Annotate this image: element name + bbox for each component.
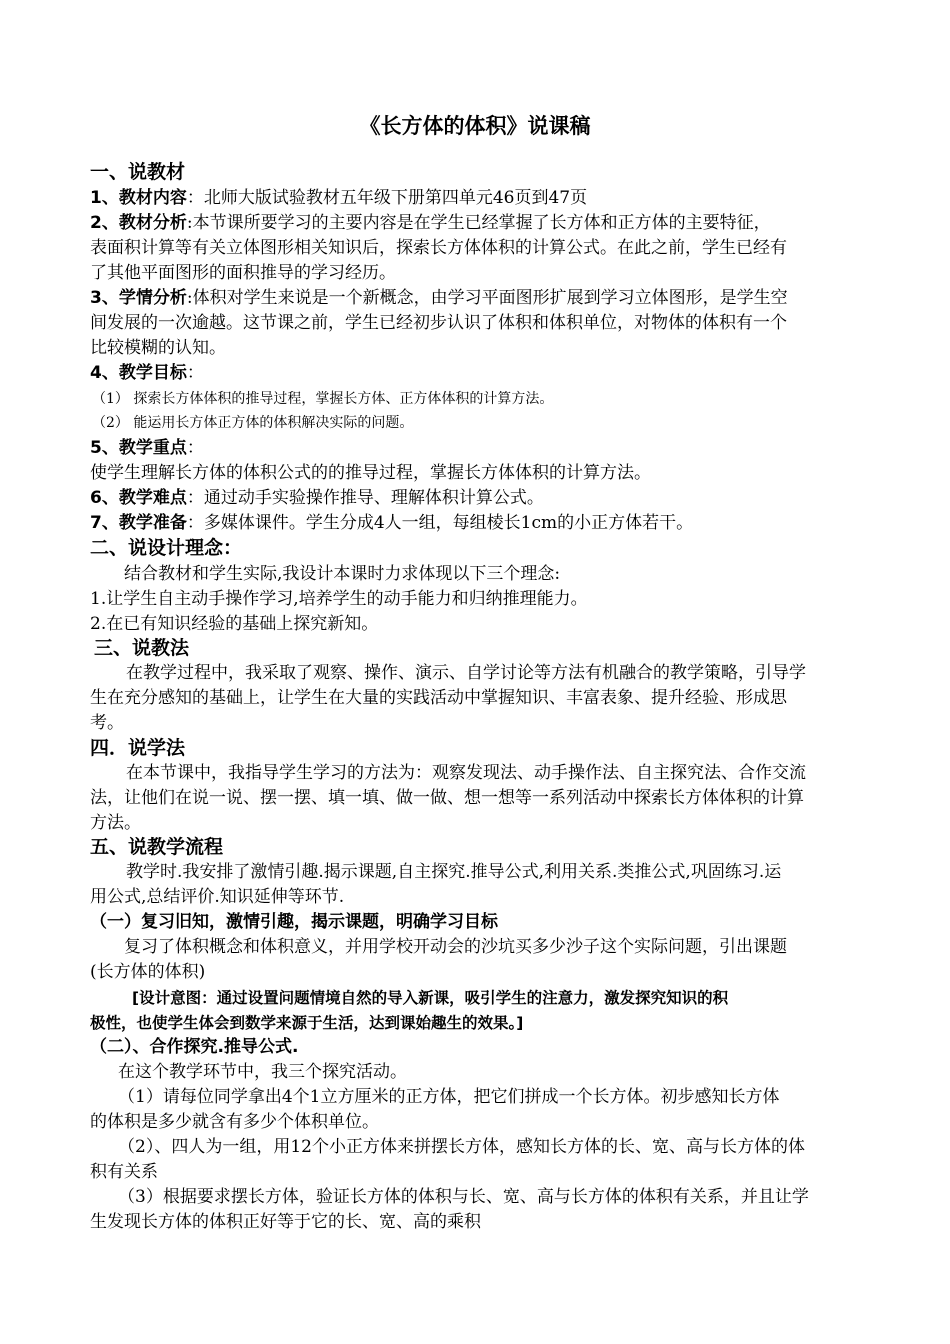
item-3-label: 3、学情分析 — [90, 288, 187, 308]
activity-3-line-1: （3）根据要求摆长方体，验证长方体的体积与长、宽、高与长方体的体积有关系，并且让学 — [118, 1187, 809, 1207]
part-1-line-2: (长方体的体积) — [90, 962, 206, 982]
document-title: 《长方体的体积》说课稿 — [359, 114, 591, 138]
part-1-heading: （一）复习旧知，激情引趣，揭示课题，明确学习目标 — [90, 912, 498, 932]
item-3-line-1 — [90, 286, 788, 310]
item-1-label: 1、教材内容 — [90, 188, 187, 208]
item-6-label: 6、教学难点 — [90, 488, 187, 508]
item-2-text: :本节课所要学习的主要内容是在学生已经掌握了长方体和正方体的主要特征， — [186, 213, 771, 233]
item-5-text: 使学生理解长方体的体积公式的的推导过程，掌握长方体体积的计算方法。 — [90, 463, 651, 483]
item-2-label: 2、教材分析 — [90, 213, 187, 233]
item-7-line — [90, 511, 693, 535]
section-2-line-1: 结合教材和学生实际,我设计本课时力求体现以下三个理念: — [124, 564, 561, 584]
section-4-line-3: 方法。 — [90, 813, 141, 833]
item-2-line-2: 表面积计算等有关立体图形相关知识后，探索长方体体积的计算公式。在此之前，学生已经有 — [90, 238, 787, 258]
item-2-line-1 — [90, 211, 771, 235]
item-4-line — [90, 361, 204, 385]
section-4-heading: 四．说学法 — [90, 737, 186, 759]
item-5-line — [90, 436, 204, 460]
item-3-text: :体积对学生来说是一个新概念，由学习平面图形扩展到学习立体图形，是学生空 — [186, 288, 788, 308]
activity-2-line-1: （2）、四人为一组，用12个小正方体来拼摆长方体，感知长方体的长、宽、高与长方体的体 — [118, 1137, 805, 1157]
section-4-line-1: 在本节课中，我指导学生学习的方法为：观察发现法、动手操作法、自主探究法、合作交流 — [126, 763, 806, 783]
item-1-text: ：北师大版试验教材五年级下册第四单元46页到47页 — [186, 188, 588, 208]
section-3-line-2: 生在充分感知的基础上，让学生在大量的实践活动中掌握知识、丰富表象、提升经验、形成思 — [90, 688, 787, 708]
part-2-heading: （二）、合作探究.推导公式. — [90, 1037, 299, 1057]
item-5-label: 5、教学重点 — [90, 438, 187, 458]
part-1-line-1: 复习了体积概念和体积意义，并用学校开动会的沙坑买多少沙子这个实际问题，引出课题 — [124, 937, 787, 957]
section-2-heading: 二、说设计理念： — [90, 537, 243, 559]
item-3-line-3: 比较模糊的认知。 — [90, 338, 226, 358]
item-5-colon: ： — [186, 438, 204, 458]
goal-2: （2） 能运用长方体正方体的体积解决实际的问题。 — [92, 415, 414, 431]
section-2-line-3: 2.在已有知识经验的基础上探究新知。 — [90, 614, 379, 634]
item-2-line-3: 了其他平面图形的面积推导的学习经历。 — [90, 263, 396, 283]
design-intent-line-2: 极性，也使学生体会到数学来源于生活，达到课始趣生的效果。] — [90, 1014, 524, 1032]
item-6-line — [90, 486, 544, 510]
activity-1-line-1: （1）请每位同学拿出4个1立方厘米的正方体，把它们拼成一个长方体。初步感知长方体 — [118, 1087, 780, 1107]
section-4-line-2: 法，让他们在说一说、摆一摆、填一填、做一做、想一想等一系列活动中探索长方体体积的计算 — [90, 788, 804, 808]
section-3-line-3: 考。 — [90, 713, 124, 733]
item-7-label: 7、教学准备 — [90, 513, 187, 533]
section-2-line-2: 1.让学生自主动手操作学习,培养学生的动手能力和归纳推理能力。 — [90, 589, 588, 609]
item-6-text: ：通过动手实验操作推导、理解体积计算公式。 — [186, 488, 544, 508]
goal-1: （1） 探索长方体体积的推导过程，掌握长方体、正方体体积的计算方法。 — [92, 391, 554, 407]
item-7-text: ：多媒体课件。学生分成4人一组，每组棱长1cm的小正方体若干。 — [186, 513, 694, 533]
activity-1-line-2: 的体积是多少就含有多少个体积单位。 — [90, 1112, 379, 1132]
item-1-line — [90, 186, 587, 210]
activity-2-line-2: 积有关系 — [90, 1162, 158, 1182]
design-intent-line-1: [设计意图：通过设置问题情境自然的导入新课，吸引学生的注意力，激发探究知识的积 — [132, 989, 729, 1007]
section-5-heading: 五、说教学流程 — [90, 836, 224, 858]
part-2-intro: 在这个教学环节中，我三个探究活动。 — [118, 1062, 407, 1082]
section-3-heading: 三、说教法 — [94, 637, 190, 659]
item-4-colon: ： — [186, 363, 204, 383]
activity-3-line-2: 生发现长方体的体积正好等于它的长、宽、高的乘积 — [90, 1212, 481, 1232]
section-3-line-1: 在教学过程中，我采取了观察、操作、演示、自学讨论等方法有机融合的教学策略，引导学 — [126, 663, 806, 683]
item-3-line-2: 间发展的一次逾越。这节课之前，学生已经初步认识了体积和体积单位，对物体的体积有一个 — [90, 313, 787, 333]
section-5-line-1: 教学时.我安排了激情引趣.揭示课题,自主探究.推导公式,利用关系.类推公式,巩固练习.运 — [126, 862, 782, 882]
section-1-heading: 一、说教材 — [90, 161, 186, 183]
item-4-label: 4、教学目标 — [90, 363, 187, 383]
section-5-line-2: 用公式,总结评价.知识延伸等环节. — [90, 887, 345, 907]
